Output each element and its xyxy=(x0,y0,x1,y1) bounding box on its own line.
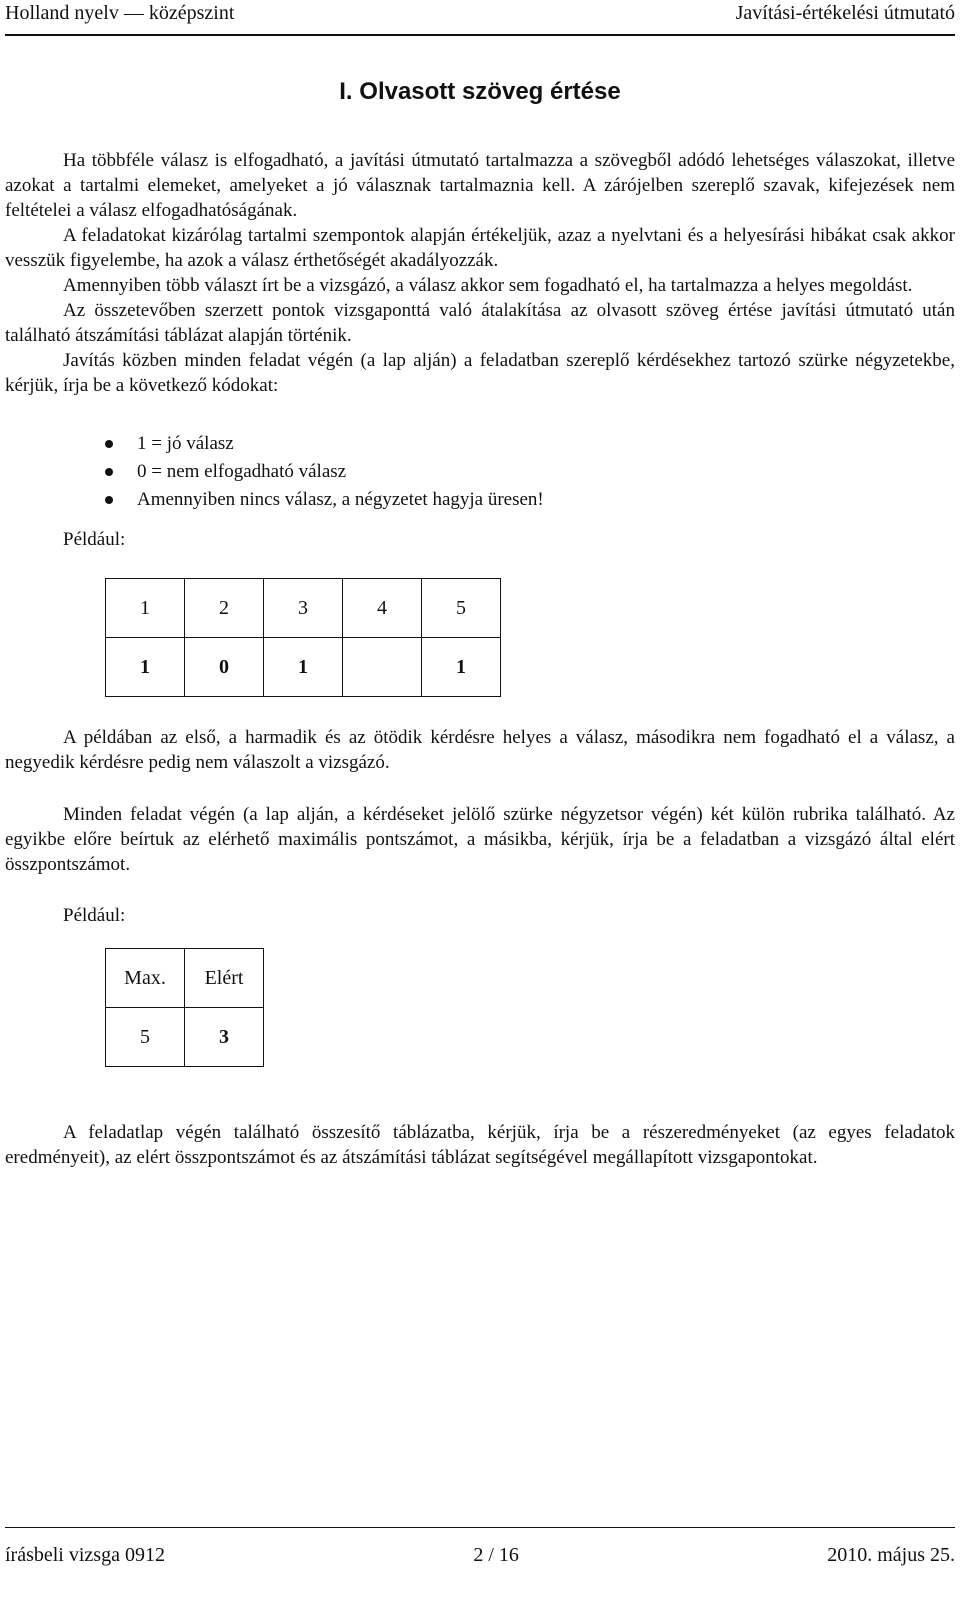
code-text: Amennyiben nincs válasz, a négyzetet hagyja üresen! xyxy=(137,489,544,510)
page-body xyxy=(5,148,955,1170)
question-number-cell: 1 xyxy=(106,579,185,638)
code-cell: 1 xyxy=(264,638,343,697)
list-item xyxy=(101,486,955,514)
paragraph-multiple-responses: Amennyiben több választ írt be a vizsgázó, a válasz akkor sem fogadható el, ha tartalmazza a helyes megoldást. xyxy=(63,275,913,296)
bullet-icon xyxy=(105,496,113,504)
list-item xyxy=(101,458,955,486)
paragraph-summary-table: A feladatlap végén található összesítő táblázatba, kérjük, írja be a részeredményeket (az egyes feladatok eredményeit), az elért összpontszámot és az átszámítási táblázat segítségével megállapított vizsgapontokat. xyxy=(5,1122,955,1168)
code-list xyxy=(101,430,955,514)
header-doc-type: Javítási-értékelési útmutató xyxy=(735,2,955,24)
question-number-cell: 2 xyxy=(185,579,264,638)
question-number-cell: 5 xyxy=(422,579,501,638)
page-number: 2 / 16 xyxy=(473,1544,519,1566)
example-code-table xyxy=(105,578,501,697)
paragraph-codes-intro: Javítás közben minden feladat végén (a lap alján) a feladatban szereplő kérdésekhez tartozó szürke négyzetekbe, kérjük, írja be a következő kódokat: xyxy=(5,350,955,396)
table-row xyxy=(106,949,264,1008)
question-number-cell: 4 xyxy=(343,579,422,638)
code-cell: 1 xyxy=(106,638,185,697)
footer-date: 2010. május 25. xyxy=(827,1544,955,1566)
max-value-cell: 5 xyxy=(106,1008,185,1067)
question-number-cell: 3 xyxy=(264,579,343,638)
score-table xyxy=(105,948,264,1067)
code-cell: 0 xyxy=(185,638,264,697)
achieved-value-cell: 3 xyxy=(185,1008,264,1067)
paragraph-score-boxes: Minden feladat végén (a lap alján, a kérdéseket jelölő szürke négyzetsor végén) két külön rubrika található. Az egyikbe előre beírtuk az elérhető maximális pontszámot, a másikba, kérjük, írja be a feladatban a vizsgázó által elért összpontszámot. xyxy=(5,804,955,875)
achieved-label-cell: Elért xyxy=(185,949,264,1008)
header-subject: Holland nyelv — középszint xyxy=(5,2,235,24)
bullet-icon xyxy=(105,440,113,448)
section-title: I. Olvasott szöveg értése xyxy=(339,78,621,105)
code-cell: 1 xyxy=(422,638,501,697)
example-label: Például: xyxy=(63,529,126,550)
paragraph-example-explanation: A példában az első, a harmadik és az ötödik kérdésre helyes a válasz, másodikra nem fogadható el a válasz, a negyedik kérdésre pedig nem válaszolt a vizsgázó. xyxy=(5,727,955,773)
bullet-icon xyxy=(105,468,113,476)
code-text: 1 = jó válasz xyxy=(137,433,234,454)
table-row xyxy=(106,638,501,697)
code-cell xyxy=(343,638,422,697)
page-footer xyxy=(5,1543,955,1568)
max-label-cell: Max. xyxy=(106,949,185,1008)
paragraph-multiple-answers: Ha többféle válasz is elfogadható, a javítási útmutató tartalmazza a szövegből adódó lehetséges válaszokat, illetve azokat a tartalmi elemeket, amelyeket a jó válasznak tartalmaznia kell. A zárójelben szereplő szavak, kifejezések nem feltételei a válasz elfogadhatóságának. xyxy=(5,150,955,221)
table-row xyxy=(106,1008,264,1067)
code-text: 0 = nem elfogadható válasz xyxy=(137,461,347,482)
paragraph-conversion: Az összetevőben szerzett pontok vizsgaponttá való átalakítása az olvasott szöveg értése javítási útmutató után található átszámítási táblázat alapján történik. xyxy=(5,300,955,346)
paragraph-content-criteria: A feladatokat kizárólag tartalmi szempontok alapján értékeljük, azaz a nyelvtani és a helyesírási hibákat csak akkor vesszük figyelembe, ha azok a válasz érthetőségét akadályozzák. xyxy=(5,225,955,271)
table-row xyxy=(106,579,501,638)
example-label: Például: xyxy=(63,905,126,926)
footer-divider xyxy=(5,1527,955,1528)
list-item xyxy=(101,430,955,458)
footer-exam-code: írásbeli vizsga 0912 xyxy=(5,1544,165,1566)
header-divider xyxy=(5,34,955,36)
page-header xyxy=(5,0,955,32)
